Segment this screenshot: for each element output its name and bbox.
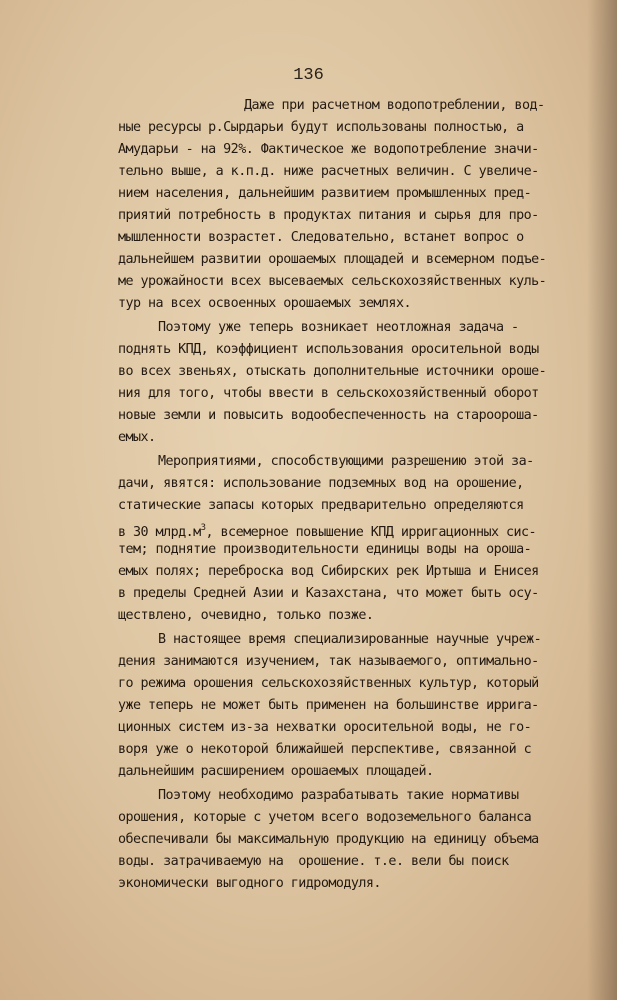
text-line: орошения, которые с учетом всего водоземельного баланса bbox=[118, 810, 532, 825]
text-fragment: , всемерное повышение КПД ирригационных сис- bbox=[205, 525, 537, 540]
text-line: емых. bbox=[118, 430, 156, 445]
text-line: дения занимаются изучением, так называемого, оптимально- bbox=[118, 654, 539, 669]
page-number: 136 bbox=[293, 66, 324, 85]
text-line: нием населения, дальнейшим развитием промышленных пред- bbox=[118, 186, 532, 201]
text-line: го режима орошения сельскохозяйственных культур, который bbox=[118, 676, 539, 691]
text-line: В настоящее время специализированные научные учреж- bbox=[158, 632, 542, 647]
text-line: Мероприятиями, способствующими разрешению этой за- bbox=[158, 454, 534, 469]
text-line: дальнейшим расширением орошаемых площадей. bbox=[118, 764, 434, 779]
text-line: обеспечивали бы максимальную продукцию на единицу объема bbox=[118, 832, 539, 847]
text-line: ния для того, чтобы ввести в сельскохозяйственный оборот bbox=[118, 386, 539, 401]
text-line: в пределы Средней Азии и Казахстана, что может быть осу- bbox=[118, 586, 539, 601]
text-line: Поэтому необходимо разрабатывать такие нормативы bbox=[158, 788, 519, 803]
text-line: во всех звеньях, отыскать дополнительные источники ороше- bbox=[118, 364, 547, 379]
text-line: дальнейшем развитии орошаемых площадей и всемерном подъе- bbox=[118, 252, 547, 267]
superscript: 3 bbox=[200, 523, 206, 533]
text-line: приятий потребность в продуктах питания и сырья для про- bbox=[118, 208, 539, 223]
page-edge-shadow bbox=[587, 0, 617, 1000]
text-line: воря уже о некоторой ближайшей перспективе, связанной с bbox=[118, 742, 532, 757]
text-line: ционных систем из-за нехватки оросительной воды, не го- bbox=[118, 720, 532, 735]
text-line: ме урожайности всех высеваемых сельскохозяйственных куль- bbox=[118, 274, 547, 289]
text-line: поднять КПД, коэффициент использования оросительной воды bbox=[118, 342, 539, 357]
text-line: мышленности возрастет. Следовательно, встанет вопрос о bbox=[118, 230, 524, 245]
text-line: статические запасы которых предварительно определяются bbox=[118, 498, 524, 513]
text-line: новые земли и повысить водообеспеченность на староороша- bbox=[118, 408, 539, 423]
text-fragment: в 30 млрд.м bbox=[118, 525, 201, 540]
text-line: экономически выгодного гидромодуля. bbox=[118, 876, 381, 891]
text-line: ные ресурсы р.Сырдарьи будут использованы полностью, а bbox=[118, 120, 524, 135]
text-line: дачи, явятся: использование подземных вод на орошение, bbox=[118, 476, 524, 491]
text-line: Амударьи - на 92%. Фактическое же водопотребление значи- bbox=[118, 142, 539, 157]
text-line: тем; поднятие производительности единицы воды на ороша- bbox=[118, 542, 532, 557]
text-line: Поэтому уже теперь возникает неотложная задача - bbox=[158, 320, 519, 335]
text-line: тур на всех освоенных орошаемых землях. bbox=[118, 296, 411, 311]
text-line: ществлено, очевидно, только позже. bbox=[118, 608, 374, 623]
text-line: емых полях; переброска вод Сибирских рек Иртыша и Енисея bbox=[118, 564, 539, 579]
text-line: тельно выше, а к.п.д. ниже расчетных величин. С увеличе- bbox=[118, 164, 539, 179]
text-line: воды. затрачиваемую на орошение. т.е. вели бы поиск bbox=[118, 854, 509, 869]
text-line: уже теперь не может быть применен на большинстве ирриrа- bbox=[118, 698, 539, 713]
text-line: Даже при расчетном водопотреблении, вод- bbox=[244, 98, 545, 113]
